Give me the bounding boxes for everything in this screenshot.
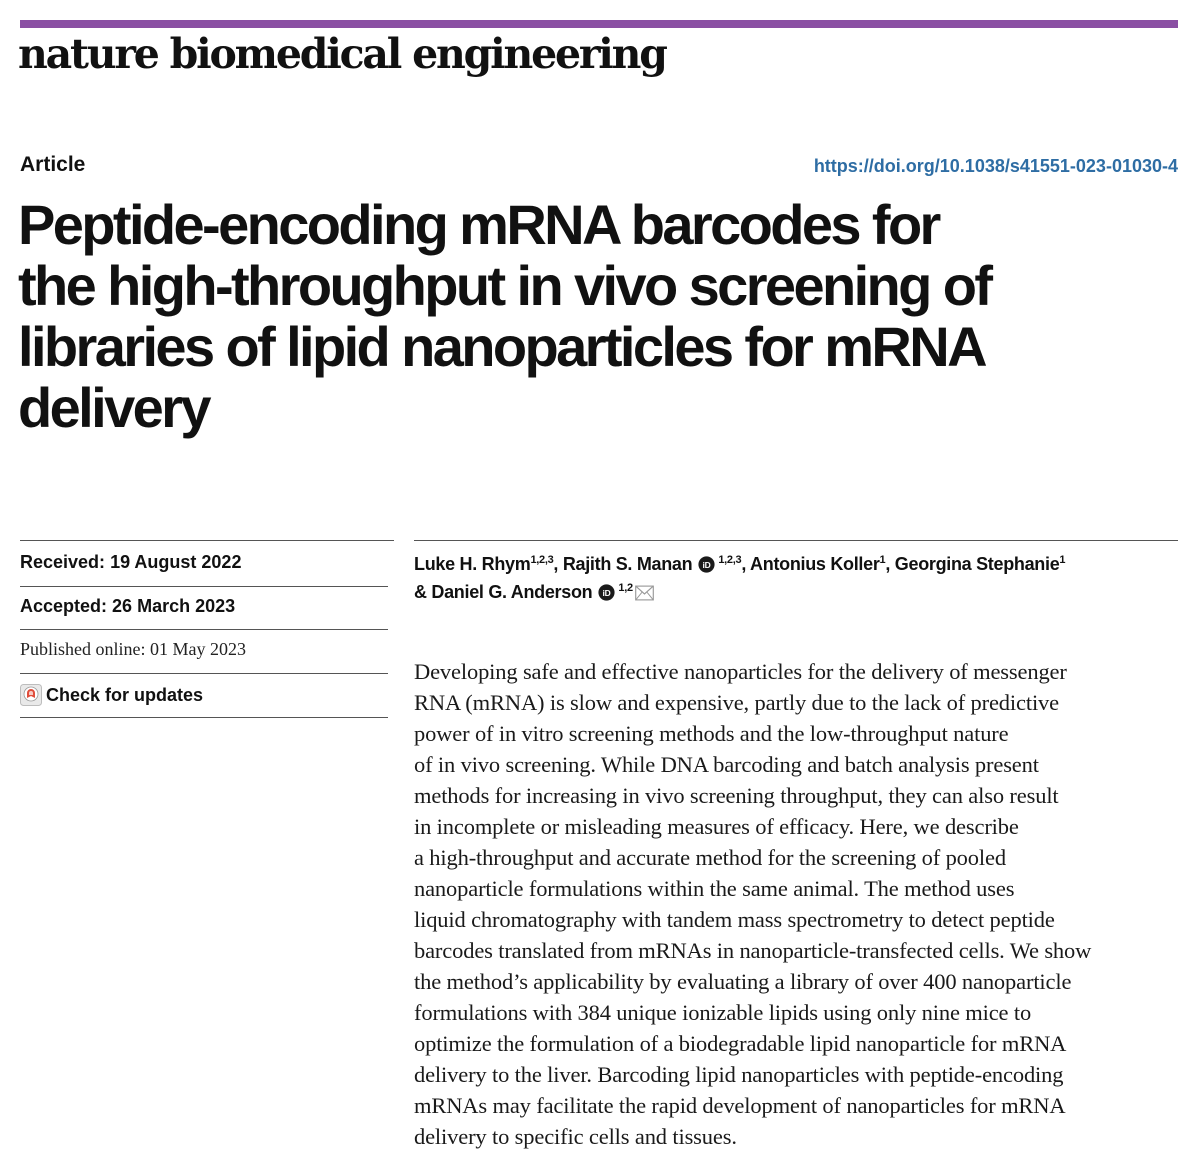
abstract-line: delivery to the liver. Barcoding lipid nanoparticles with peptide-encoding — [414, 1062, 1064, 1087]
abstract-line: liquid chromatography with tandem mass spectrometry to detect peptide — [414, 907, 1055, 932]
meta-divider — [20, 629, 388, 630]
author-name: Rajith S. Manan — [562, 554, 693, 574]
title-line: delivery — [18, 376, 209, 439]
title-line: libraries of lipid nanoparticles for mRNA — [18, 315, 985, 378]
abstract-line: Developing safe and effective nanoparticles for the delivery of messenger — [414, 659, 1067, 684]
abstract-line: in incomplete or misleading measures of efficacy. Here, we describe — [414, 814, 1019, 839]
author[interactable] — [414, 582, 633, 602]
abstract-line: nanoparticle formulations within the same animal. The method uses — [414, 876, 1015, 901]
accepted-date — [20, 596, 388, 617]
meta-divider — [20, 586, 388, 587]
check-for-updates-label: Check for updates — [46, 684, 204, 705]
abstract-line: mRNAs may facilitate the rapid development of nanoparticles for mRNA — [414, 1093, 1066, 1118]
author-list — [414, 550, 1178, 606]
abstract-line: RNA (mRNA) is slow and expensive, partly due to the lack of predictive — [414, 690, 1059, 715]
author[interactable] — [750, 554, 885, 574]
received-value: 19 August 2022 — [110, 552, 242, 572]
abstract-line: methods for increasing in vivo screening throughput, they can also result — [414, 783, 1059, 808]
orcid-icon[interactable] — [698, 556, 715, 573]
accepted-value: 26 March 2023 — [112, 596, 236, 616]
abstract-line: formulations with 384 unique ionizable lipids using only nine mice to — [414, 1000, 1032, 1025]
crossmark-icon — [20, 684, 42, 706]
author[interactable] — [895, 554, 1065, 574]
abstract — [414, 656, 1184, 1152]
orcid-icon[interactable] — [598, 584, 615, 601]
journal-accent-rule — [20, 20, 1178, 28]
published-value: 01 May 2023 — [150, 639, 246, 659]
author-name: Antonius Koller — [750, 554, 880, 574]
received-date — [20, 552, 388, 573]
authors-divider — [414, 540, 1178, 541]
author-name: & Daniel G. Anderson — [414, 582, 593, 602]
published-label: Published online: — [20, 639, 146, 659]
envelope-icon[interactable] — [635, 585, 654, 601]
author[interactable] — [414, 554, 553, 574]
doi-link[interactable]: https://doi.org/10.1038/s41551-023-01030-4 — [813, 156, 1178, 176]
author-name: Georgina Stephanie — [894, 554, 1060, 574]
article-type: Article — [20, 153, 86, 176]
author-name: Luke H. Rhym — [414, 554, 531, 574]
accepted-label: Accepted: — [20, 596, 108, 616]
author-separator: , — [553, 554, 563, 574]
article-title — [18, 194, 1138, 438]
author-affiliations: 1 — [1059, 554, 1066, 566]
abstract-line: barcodes translated from mRNAs in nanoparticle-transfected cells. We show — [414, 938, 1092, 963]
abstract-line: optimize the formulation of a biodegradable lipid nanoparticle for mRNA — [414, 1031, 1067, 1056]
author-separator: , — [741, 554, 751, 574]
author-affiliations: 1,2 — [618, 582, 633, 594]
abstract-line: the method’s applicability by evaluating a library of over 400 nanoparticle — [414, 969, 1072, 994]
received-label: Received: — [20, 552, 106, 572]
author-affiliations: 1,2,3 — [718, 554, 742, 566]
abstract-line: power of in vitro screening methods and the low-throughput nature — [414, 721, 1009, 746]
meta-divider — [20, 540, 394, 541]
abstract-line: delivery to specific cells and tissues. — [414, 1124, 737, 1149]
published-date — [20, 639, 388, 660]
author-affiliations: 1 — [879, 554, 886, 566]
meta-divider — [20, 673, 388, 674]
author[interactable] — [563, 554, 742, 574]
journal-name[interactable]: nature biomedical engineering — [18, 30, 666, 78]
title-line: Peptide-encoding mRNA barcodes for — [18, 193, 939, 256]
svg-text:iD: iD — [702, 559, 711, 570]
author-affiliations: 1,2,3 — [530, 554, 554, 566]
svg-text:iD: iD — [602, 587, 611, 598]
abstract-line: a high-throughput and accurate method for the screening of pooled — [414, 845, 1006, 870]
title-line: the high-throughput in vivo screening of — [18, 254, 991, 317]
abstract-line: of in vivo screening. While DNA barcoding and batch analysis present — [414, 752, 1039, 777]
check-for-updates-button[interactable] — [20, 684, 203, 706]
author-separator: , — [885, 554, 895, 574]
meta-divider — [20, 717, 388, 718]
